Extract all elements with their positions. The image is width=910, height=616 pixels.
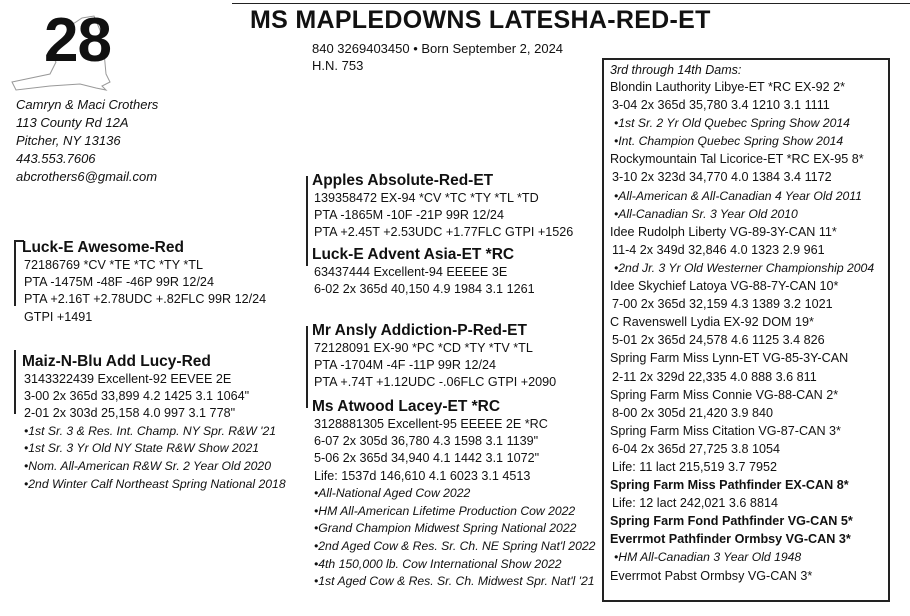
pedigree-bracket-dams-sire [306,326,308,408]
ancestral-dam-name: Spring Farm Miss Connie VG-88-CAN 2* [610,387,839,402]
dams-sire-line: PTA -1704M -4F -11P 99R 12/24 [314,358,497,373]
dam-record-line: 8-00 2x 305d 21,420 3.9 840 [612,405,774,420]
dam-record-line: 11-4 2x 349d 32,846 4.0 1323 2.9 961 [612,242,825,257]
dam-line: 3143322439 Excellent-92 EEVEE 2E [24,372,232,386]
dam-record-line: Life: 11 lact 215,519 3.7 7952 [612,459,778,474]
ancestral-dam-name: Everrmot Pabst Ormbsy VG-CAN 3* [610,568,813,583]
ancestral-dam-name: Spring Farm Fond Pathfinder VG-CAN 5* [610,514,853,529]
page-title: MS MAPLEDOWNS LATESHA-RED-ET [250,6,711,34]
sires-dam-line: 6-02 2x 365d 40,150 4.9 1984 3.1 1261 [314,282,535,297]
top-rule [232,3,910,4]
subject-id-line: 840 3269403450 • Born September 2, 2024 [312,41,564,56]
ancestral-dam-achievement: •1st Sr. 2 Yr Old Quebec Spring Show 2014 [614,116,850,131]
dams-dam-achievement: •Grand Champion Midwest Spring National 2022 [314,521,577,536]
dam-achievement: •Nom. All-American R&W Sr. 2 Year Old 2020 [24,459,271,474]
dam-block [22,352,286,493]
owner-line: 113 County Rd 12A [16,115,129,130]
dam-line: 2-01 2x 303d 25,158 4.0 997 3.1 778" [24,406,236,421]
ancestral-dam-achievement: •2nd Jr. 3 Yr Old Westerner Championship 2004 [614,260,875,275]
dam-record-line: 6-04 2x 365d 27,725 3.8 1054 [612,441,781,456]
dams-dam-achievement: •2nd Aged Cow & Res. Sr. Ch. NE Spring Nat'l 2022 [314,538,596,553]
ancestral-dams-box [602,58,890,602]
lot-number: 28 [44,6,111,75]
ancestral-dam-name: Spring Farm Miss Lynn-ET VG-85-3Y-CAN [610,351,849,366]
ancestral-dam-name: Idee Rudolph Liberty VG-89-3Y-CAN 11* [610,224,837,239]
ancestral-dam-achievement: •All-American & All-Canadian 4 Year Old 2011 [614,188,862,203]
dams-dam-achievement: •4th 150,000 lb. Cow International Show 2022 [314,556,562,571]
dams-dam-block [312,397,595,591]
dams-sire-block [312,321,556,392]
dam-line: 3-00 2x 365d 33,899 4.2 1425 3.1 1064" [24,389,250,404]
pedigree-bracket-sire [14,240,16,306]
dam-record-line: Life: 12 lact 242,021 3.6 8814 [612,496,778,511]
ancestral-dam-achievement: •All-Canadian Sr. 3 Year Old 2010 [614,206,798,221]
dams-sire-line: 72128091 EX-90 *PC *CD *TY *TV *TL [314,341,533,355]
ancestral-dam-achievement: •HM All-Canadian 3 Year Old 1948 [614,550,802,565]
owner-line: abcrothers6@gmail.com [16,169,158,184]
owner-line: Camryn & Maci Crothers [16,97,159,112]
dam-achievement: •1st Sr. 3 Yr Old NY State R&W Show 2021 [24,441,260,456]
sires-sire-name: Apples Absolute-Red-ET [312,172,494,189]
dams-dam-line: Life: 1537d 146,610 4.1 6023 3.1 4513 [314,468,531,483]
dam-record-line: 3-04 2x 365d 35,780 3.4 1210 3.1 1111 [612,98,830,113]
dam-achievement: •1st Sr. 3 & Res. Int. Champ. NY Spr. R&W '21 [24,423,277,438]
sires-dam-block [312,245,535,298]
dam-name: Maiz-N-Blu Add Lucy-Red [22,353,211,370]
dams-sire-name: Mr Ansly Addiction-P-Red-ET [312,322,527,339]
subject-hn-line: H.N. 753 [312,58,364,73]
sire-block [22,238,266,326]
ancestral-dams-header: 3rd through 14th Dams: [610,63,742,77]
owner-line: 443.553.7606 [16,151,96,166]
dam-record-line: 5-01 2x 365d 24,578 4.6 1125 3.4 826 [612,333,825,348]
dam-record-line: 3-10 2x 323d 34,770 4.0 1384 3.4 1172 [612,170,832,185]
ancestral-dam-name: Spring Farm Miss Citation VG-87-CAN 3* [610,423,841,438]
dams-dam-line: 3128881305 Excellent-95 EEEEE 2E *RC [314,417,548,431]
dams-dam-achievement: •1st Aged Cow & Res. Sr. Ch. Midwest Spr. Nat'l '21 [314,574,595,589]
ancestral-dam-name: Everrmot Pathfinder Ormbsy VG-CAN 3* [610,532,851,547]
ancestral-dam-name: Rockymountain Tal Licorice-ET *RC EX-95 8* [610,152,864,167]
sire-line: GTPI +1491 [24,309,93,324]
sire-line: PTA +2.16T +2.78UDC +.82FLC 99R 12/24 [24,292,267,307]
pedigree-bracket-dam [14,350,16,414]
dams-dam-line: 6-07 2x 305d 36,780 4.3 1598 3.1 1139" [314,434,539,449]
ancestral-dam-name: Idee Skychief Latoya VG-88-7Y-CAN 10* [610,279,839,294]
dam-achievement: •2nd Winter Calf Northeast Spring National 2018 [24,476,286,491]
dams-dam-name: Ms Atwood Lacey-ET *RC [312,398,501,415]
dam-record-line: 2-11 2x 329d 22,335 4.0 888 3.6 811 [612,369,817,384]
pedigree-bracket-sires-sire [306,176,308,266]
dams-dam-line: 5-06 2x 365d 34,940 4.1 1442 3.1 1072" [314,451,540,466]
ancestral-dam-name: C Ravenswell Lydia EX-92 DOM 19* [610,315,814,330]
dams-dam-achievement: •All-National Aged Cow 2022 [314,485,471,500]
sire-name: Luck-E Awesome-Red [22,239,184,256]
sires-sire-line: PTA +2.45T +2.53UDC +1.77FLC GTPI +1526 [314,225,574,240]
sire-line: 72186769 *CV *TE *TC *TY *TL [24,258,203,272]
dam-record-line: 7-00 2x 365d 32,159 4.3 1389 3.2 1021 [612,297,833,312]
owner-line: Pitcher, NY 13136 [16,133,121,148]
sires-dam-name: Luck-E Advent Asia-ET *RC [312,246,515,263]
ancestral-dam-name: Blondin Lauthority Libye-ET *RC EX-92 2* [610,80,845,94]
owner-info [16,96,158,186]
dams-dam-achievement: •HM All-American Lifetime Production Cow 2022 [314,503,576,518]
sire-line: PTA -1475M -48F -46P 99R 12/24 [24,275,214,290]
ancestral-dams-list [610,78,882,585]
dams-sire-line: PTA +.74T +1.12UDC -.06FLC GTPI +2090 [314,375,557,390]
sires-dam-line: 63437444 Excellent-94 EEEEE 3E [314,265,508,279]
ancestral-dam-achievement: •Int. Champion Quebec Spring Show 2014 [614,134,844,149]
sires-sire-line: 139358472 EX-94 *CV *TC *TY *TL *TD [314,191,539,205]
sires-sire-line: PTA -1865M -10F -21P 99R 12/24 [314,208,504,223]
ancestral-dam-name: Spring Farm Miss Pathfinder EX-CAN 8* [610,478,849,493]
sires-sire-block [312,171,573,242]
